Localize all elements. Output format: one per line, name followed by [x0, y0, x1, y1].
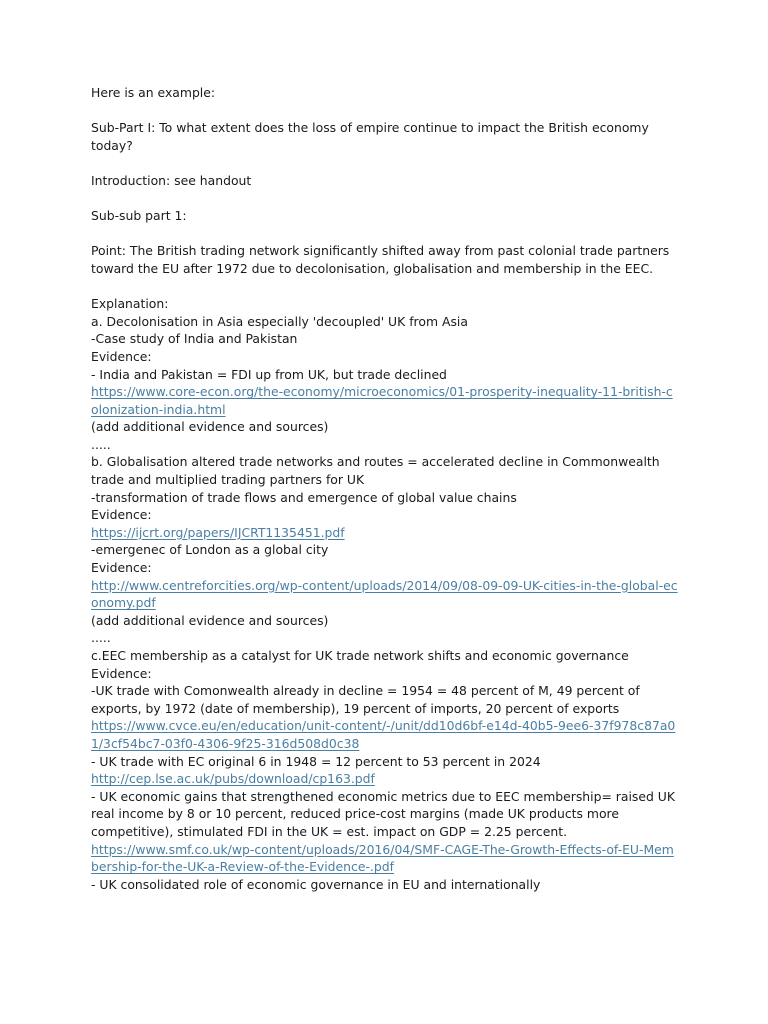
introduction-line: Introduction: see handout [91, 172, 252, 188]
spacer [91, 190, 679, 208]
section-a-ellipsis: ..... [91, 436, 111, 452]
section-c-heading: c.EEC membership as a catalyst for UK trade network shifts and economic governance [91, 648, 629, 663]
section-b-link-1[interactable]: https://ijcrt.org/papers/IJCRT1135451.pdf [91, 524, 345, 540]
point-paragraph: Point: The British trading network significantly shifted away from past colonial trade partners toward the EU after 1972 due to decolonisation, globalisation and membership in the EEC. [91, 243, 670, 276]
subpart-heading: Sub-Part I: To what extent does the loss of empire continue to impact the British economy today? [91, 120, 649, 153]
explanation-label: Explanation: [91, 296, 169, 312]
document-body [91, 84, 679, 893]
spacer [91, 278, 679, 296]
section-c-link-2[interactable]: http://cep.lse.ac.uk/pubs/download/cp163.pdf [91, 771, 375, 787]
section-b-evidence-label-1: Evidence: [91, 507, 152, 523]
section-c-item-2: - UK trade with EC original 6 in 1948 = 12 percent to 53 percent in 2024 [91, 753, 541, 769]
section-b-ellipsis: ..... [91, 630, 111, 646]
section-a-item-1: - India and Pakistan = FDI up from UK, but trade declined [91, 366, 447, 382]
spacer [91, 225, 679, 243]
section-b-sub-2: -emergenec of London as a global city [91, 542, 329, 558]
section-b-add-note: (add additional evidence and sources) [91, 612, 329, 628]
section-c-item-4: - UK consolidated role of economic governance in EU and internationally [91, 876, 541, 892]
spacer [91, 102, 679, 120]
section-a-case: -Case study of India and Pakistan [91, 331, 298, 347]
section-b-sub-1: -transformation of trade flows and emergence of global value chains [91, 489, 517, 505]
section-b-link-2[interactable]: http://www.centreforcities.org/wp-content/uploads/2014/09/08-09-09-UK-cities-in-the-global-economy.pdf [91, 577, 678, 611]
section-c-item-3: - UK economic gains that strengthened economic metrics due to EEC membership= raised UK real income by 8 or 10 percent, reduced price-cost margins (made UK products more competitive), stimulated FDI in the UK = est. impact on GDP = 2.25 percent. [91, 788, 675, 839]
subsub-heading: Sub-sub part 1: [91, 208, 187, 224]
spacer [91, 154, 679, 172]
section-a-add-note: (add additional evidence and sources) [91, 419, 329, 435]
section-c-link-3[interactable]: https://www.smf.co.uk/wp-content/uploads/2016/04/SMF-CAGE-The-Growth-Effects-of-EU-Membership-for-the-UK-a-Review-of-the-Evidence-.pdf [91, 841, 674, 875]
section-a-heading: a. Decolonisation in Asia especially 'decoupled' UK from Asia [91, 313, 468, 329]
section-c-evidence-label: Evidence: [91, 665, 152, 681]
section-a-evidence-label: Evidence: [91, 348, 152, 364]
intro-line: Here is an example: [91, 85, 216, 100]
section-c-link-1[interactable]: https://www.cvce.eu/en/education/unit-content/-/unit/dd10d6bf-e14d-40b5-9ee6-37f978c87a01/3cf54bc7-03f0-4306-9f25-316d508d0c38 [91, 718, 676, 751]
section-b-evidence-label-2: Evidence: [91, 560, 152, 576]
section-c-item-1: -UK trade with Comonwealth already in decline = 1954 = 48 percent of M, 49 percent of exports, by 1972 (date of membership), 19 percent of imports, 20 percent of exports [91, 683, 640, 716]
section-a-link-1[interactable]: https://www.core-econ.org/the-economy/microeconomics/01-prosperity-inequality-11-british-colonization-india.html [91, 384, 673, 417]
section-b-heading: b. Globalisation altered trade networks and routes = accelerated decline in Commonwealth trade and multiplied trading partners for UK [91, 454, 660, 488]
